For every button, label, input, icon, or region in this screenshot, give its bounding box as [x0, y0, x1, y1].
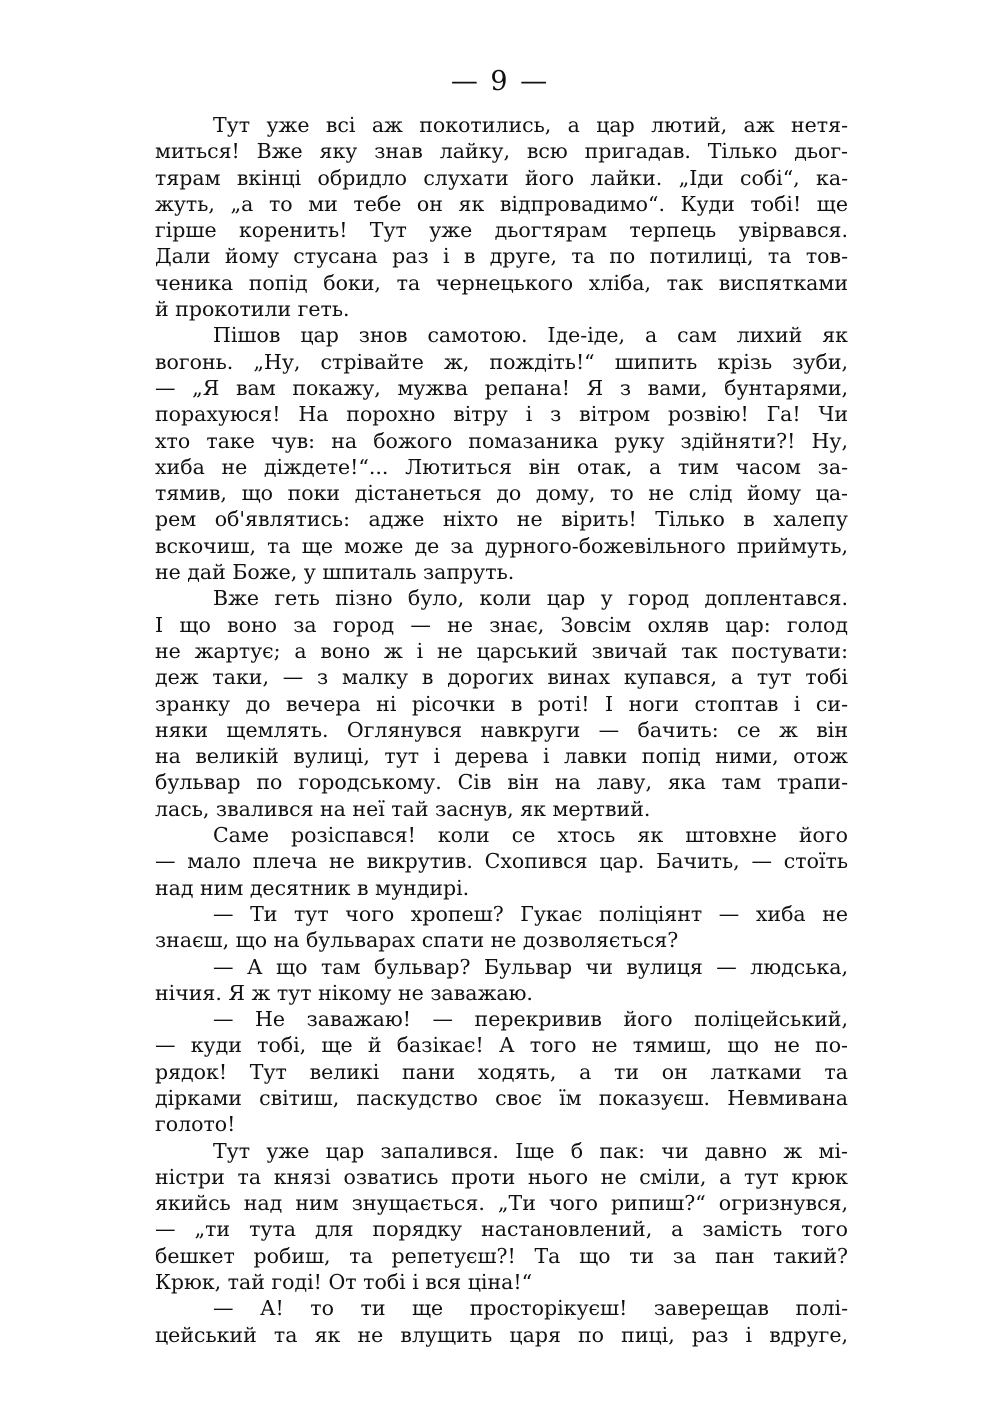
text-line: лась, звалився на неї тай заснув, як мертвий.	[155, 796, 651, 821]
text-line: І що воно за город — не знає, Зовсім охляв цар: голод	[155, 612, 848, 637]
text-line: — Ти тут чого хропеш? Гукає поліціянт — хиба не	[213, 901, 848, 926]
text-line: гірше коренить! Тут уже дьогтярам терпець увірвався.	[155, 218, 848, 243]
text-line: зранку до вечера ні рісочки в роті! І ноги стоптав і си-	[155, 691, 848, 716]
text-line: миться! Вже яку знав лайку, всю пригадав. Тілько дьог-	[155, 139, 848, 164]
text-line: якийсь над ним знущається. „Ти чого рипиш?“ огризнувся,	[155, 1191, 848, 1216]
text-line: Тут уже цар запалився. Іще б пак: чи давно ж мі-	[213, 1138, 848, 1163]
text-line: цейський та як не влущить царя по пиці, раз і вдруге,	[155, 1322, 848, 1347]
text-line: на великій вулиці, тут і дерева і лавки попід ними, отож	[155, 744, 848, 769]
body-text	[155, 112, 848, 1348]
text-line: над ним десятник в мундирі.	[155, 875, 470, 900]
text-line: голото!	[155, 1112, 236, 1137]
text-line: — Не заважаю! — перекривив його поліцейський,	[213, 1007, 848, 1032]
text-line: няки щемлять. Оглянувся навкруги — бачить: се ж він	[155, 717, 848, 742]
text-line: знаєш, що на бульварах спати не дозволяється?	[155, 928, 679, 953]
text-line: тярам вкінці обридло слухати його лайки. „Іди собі“, ка-	[155, 165, 848, 190]
text-line: бульвар по городському. Сів він на лаву, яка там трапи-	[155, 770, 848, 795]
text-line: Пішов цар знов самотою. Іде-іде, а сам лихий як	[213, 323, 848, 348]
text-line: вскочиш, та ще може де за дурного-божевільного приймуть,	[155, 533, 848, 558]
text-line: — „Я вам покажу, мужва репана! Я з вами, бунтарями,	[155, 375, 848, 400]
text-line: й прокотили геть.	[155, 297, 350, 322]
text-line: деж таки, — з малку в дорогих винах купався, а тут тобі	[155, 665, 848, 690]
text-line: рем об'являтись: адже ніхто не вірить! Тілько в халепу	[155, 507, 848, 532]
text-line: не жартує; а воно ж і не царський звичай так постувати:	[155, 638, 848, 663]
text-line: жуть, „а то ми тебе он як відпровадимо“. Куди тобі! ще	[155, 191, 848, 216]
text-line: — А! то ти ще просторікуєш! заверещав полі-	[213, 1296, 848, 1321]
text-line: рядок! Тут великі пани ходять, а ти он латками та	[155, 1059, 848, 1084]
text-line: Крюк, тай годі! От тобі і вся ціна!“	[155, 1270, 533, 1295]
text-line: порахуюся! На порохно вітру і з вітром розвію! Га! Чи	[155, 402, 848, 427]
text-line: Тут уже всі аж покотились, а цар лютий, аж нетя-	[213, 113, 848, 137]
text-line: хиба не діждете!“... Лютиться він отак, а тим часом за-	[155, 454, 848, 479]
text-line: — А що там бульвар? Бульвар чи вулиця — людська,	[213, 954, 848, 979]
text-line: Вже геть пізно було, коли цар у город доплентався.	[213, 586, 848, 611]
text-line: Саме розіспався! коли се хтось як штовхне його	[213, 823, 848, 848]
text-line: ністри та князі озватись проти нього не сміли, а тут крюк	[155, 1164, 848, 1189]
text-line: не дай Боже, у шпиталь запруть.	[155, 560, 515, 585]
text-line: хто таке чув: на божого помазаника руку здійняти?! Ну,	[155, 428, 848, 453]
text-line: тямив, що поки дістанеться до дому, то не слід йому ца-	[155, 481, 848, 506]
text-line: Дали йому стусана раз і в друге, та по потилиці, та тов-	[155, 244, 848, 269]
text-line: — мало плеча не викрутив. Схопився цар. Бачить, — стоїть	[155, 849, 848, 874]
page-number: — 9 —	[450, 66, 550, 97]
text-line: дірками світиш, паскудство своє їм показуєш. Невмивана	[155, 1085, 848, 1110]
text-line: — куди тобі, ще й базікає! А того не тямиш, що не по-	[155, 1033, 848, 1058]
text-line: ченика попід боки, та чернецького хліба, так виспятками	[155, 270, 848, 295]
text-line: вогонь. „Ну, стрівайте ж, пождіть!“ шипить крізь зуби,	[155, 349, 848, 374]
text-line: бешкет робиш, та репетуєш?! Та що ти за пан такий?	[155, 1243, 848, 1268]
text-line: — „ти тута для порядку настановлений, а замість того	[155, 1217, 848, 1242]
text-line: нічия. Я ж тут нікому не заважаю.	[155, 980, 533, 1005]
